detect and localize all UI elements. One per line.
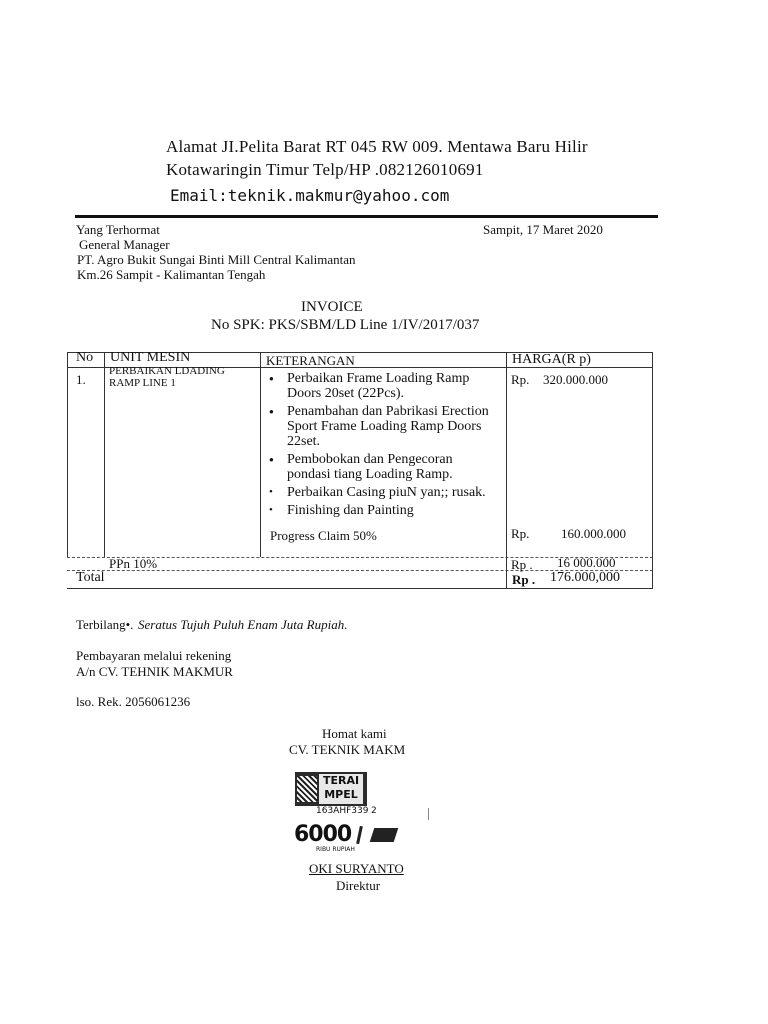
header-keterangan: KETERANGAN: [266, 353, 355, 368]
unit-line-1: PERBAIKAN LDADING: [109, 365, 225, 377]
table-col-unit-border: [260, 352, 261, 557]
closing-regards: Homat kami: [322, 726, 387, 741]
invoice-spk: No SPK: PKS/SBM/LD Line 1/IV/2017/037: [211, 317, 480, 333]
recipient-location: Km.26 Sampit - Kalimantan Tengah: [77, 267, 266, 282]
terbilang-label: Terbilang•.: [76, 617, 134, 632]
address-line-1: Alamat JI.Pelita Barat RT 045 RW 009. Mentawa Baru Hilir: [166, 137, 588, 156]
stamp-label: [319, 774, 363, 804]
progress-claim-label: Progress Claim 50%: [270, 528, 377, 543]
stamp-code: 163AHF339: [316, 806, 369, 816]
invoice-title: INVOICE: [301, 299, 363, 315]
keterangan-list: [267, 371, 497, 521]
table-left-border: [67, 352, 68, 557]
item-3: ● Pembobokan dan Pengecoran pondasi tiang Loading Ramp.: [267, 452, 497, 482]
item-5: • Finishing dan Painting: [267, 503, 497, 518]
total-price-value: 176.000,000: [550, 570, 620, 585]
price-value: 320.000.000: [543, 372, 608, 387]
closing-company: CV. TEKNIK MAKM: [289, 742, 406, 757]
greeting: Yang Terhormat: [76, 222, 160, 237]
account-number: lso. Rek. 2056061236: [76, 694, 191, 709]
unit-line-2: RAMP LINE 1: [109, 377, 176, 389]
stamp-value: 6000: [294, 822, 352, 847]
table-right-border: [652, 352, 653, 588]
recipient-company: PT. Agro Bukit Sungai Binti Mill Central Kalimantan: [77, 252, 356, 267]
table-bottom-border: [67, 588, 653, 589]
payment-line-2: A/n CV. TEHNIK MAKMUR: [76, 664, 233, 679]
total-price-label: Rp .: [512, 572, 536, 587]
invoice-table: [67, 352, 653, 590]
terbilang-value: Seratus Tujuh Puluh Enam Juta Rupiah.: [138, 617, 348, 632]
header-harga: HARGA(R p): [512, 352, 591, 367]
signature-stroke: [356, 826, 363, 844]
signer-name: OKI SURYANTO: [309, 861, 404, 876]
progress-price-value: 160.000.000: [561, 526, 626, 541]
item-1: ● Perbaikan Frame Loading Ramp Doors 20set (22Pcs).: [267, 371, 497, 401]
stamp-code-suffix: 2: [371, 806, 377, 816]
row-no: 1.: [76, 372, 86, 387]
recipient-title: General Manager: [79, 237, 170, 252]
stamp-emblem-icon: [297, 776, 317, 802]
signer-position: Direktur: [336, 878, 381, 893]
item-2: ● Penambahan dan Pabrikasi Erection Sport Frame Loading Ramp Doors 22set.: [267, 404, 497, 449]
item-4: • Perbaikan Casing piuN yan;; rusak.: [267, 485, 497, 500]
stamp-label-top: TERAI: [322, 774, 360, 787]
ppn-label: PPn 10%: [109, 556, 158, 571]
email-line: Email:teknik.makmur@yahoo.com: [170, 186, 450, 205]
stamp-label-bottom: MPEL: [324, 788, 358, 801]
table-col-no-border: [104, 352, 105, 557]
price-label: Rp.: [511, 372, 530, 387]
ppn-price-label: Rp .: [511, 557, 533, 572]
header-unit: UNIT MESIN: [110, 350, 191, 365]
header-no: No: [76, 350, 94, 365]
signature-trace: [428, 808, 429, 820]
letter-date: Sampit, 17 Maret 2020: [483, 222, 603, 237]
header-divider: [75, 215, 658, 218]
ppn-price-value: 16 000.000: [557, 555, 616, 570]
meterai-stamp: [295, 772, 367, 806]
stamp-value-caption: RIBU RUPIAH: [316, 846, 355, 853]
total-label: Total: [76, 570, 105, 585]
progress-price-label: Rp.: [511, 526, 530, 541]
address-line-2: Kotawaringin Timur Telp/HP .082126010691: [166, 160, 484, 179]
payment-line-1: Pembayaran melalui rekening: [76, 648, 232, 663]
table-col-ket-border: [506, 352, 507, 588]
signature-mark: [370, 828, 399, 842]
